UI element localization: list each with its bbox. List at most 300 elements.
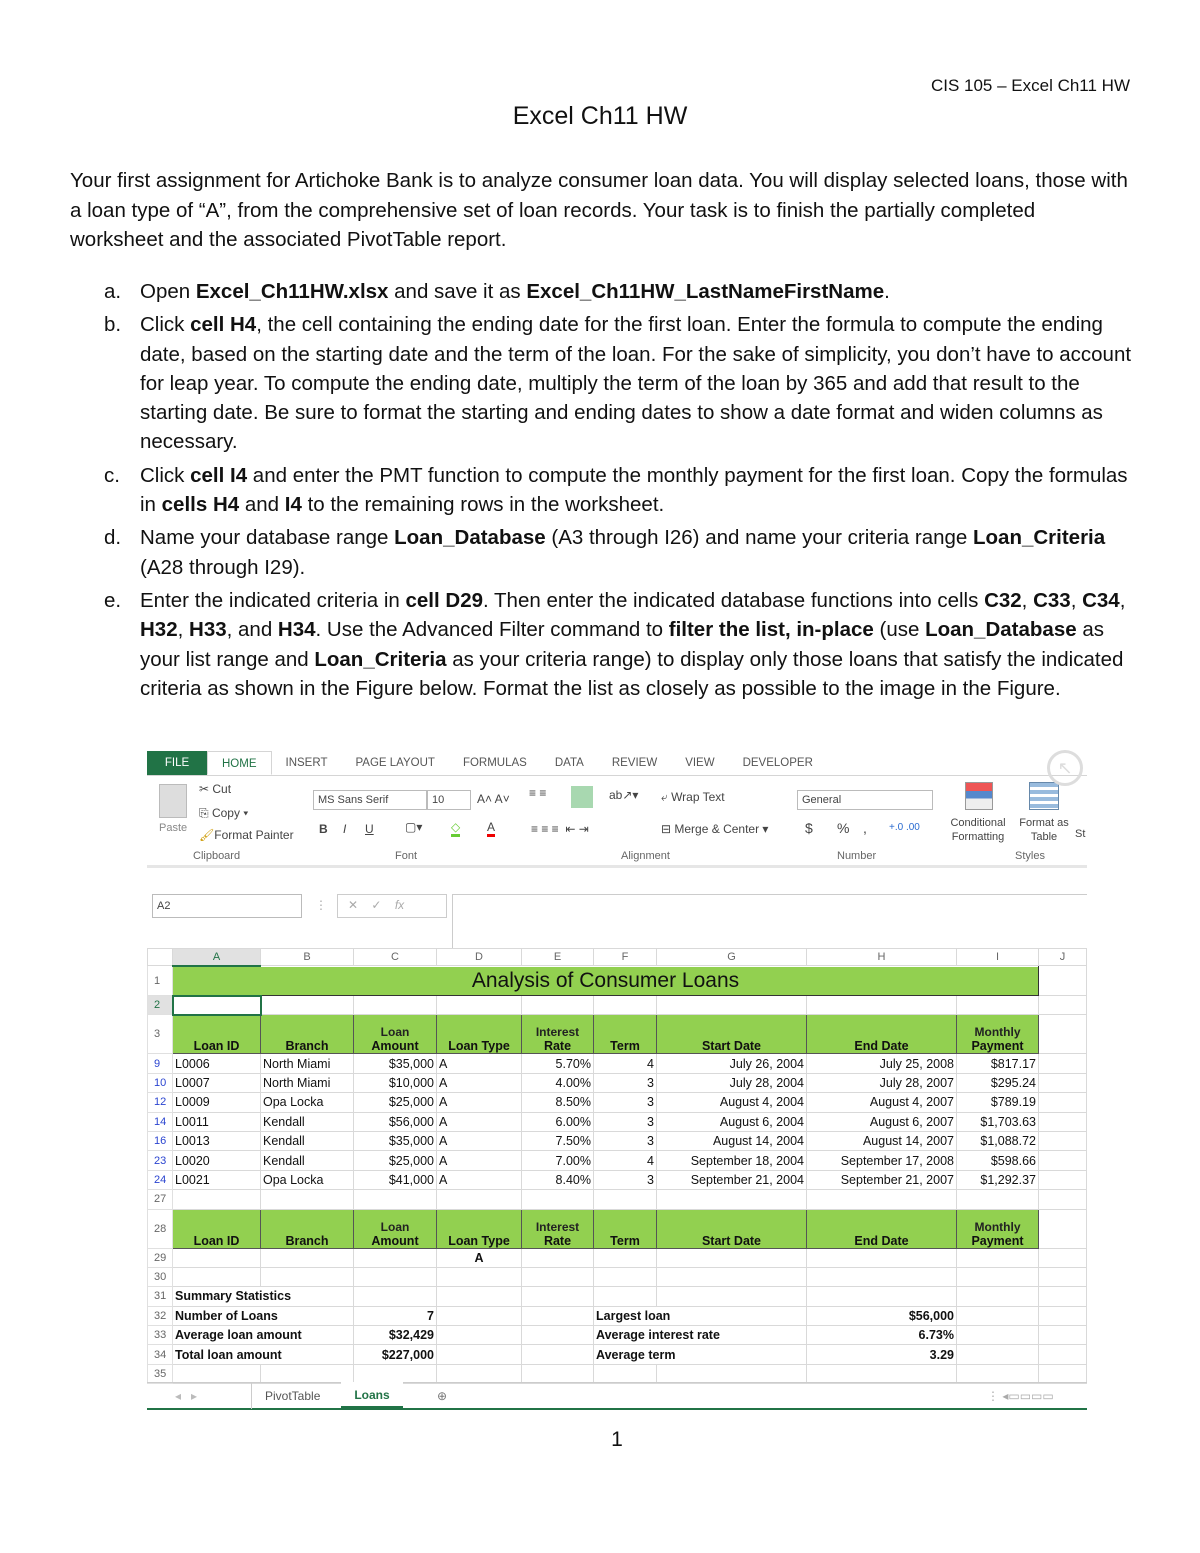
column-title[interactable]: [437, 1015, 522, 1054]
summary-value[interactable]: $32,429: [354, 1326, 437, 1345]
loan-cell[interactable]: 7.50%: [522, 1131, 594, 1150]
paste-button[interactable]: Paste: [159, 822, 188, 834]
cell[interactable]: [437, 1267, 522, 1286]
row-header[interactable]: 24: [148, 1170, 173, 1189]
cell[interactable]: [1039, 1093, 1087, 1112]
horizontal-scrollbar[interactable]: ⋮ ◂▭▭▭▭: [987, 1389, 1054, 1403]
loan-cell[interactable]: L0013: [173, 1131, 261, 1150]
ribbon-tab-review[interactable]: REVIEW: [611, 757, 658, 769]
cell[interactable]: [957, 1326, 1039, 1345]
font-size-select[interactable]: 10: [427, 790, 471, 810]
loan-cell[interactable]: $56,000: [354, 1112, 437, 1131]
text-run: to the remaining rows in the worksheet.: [301, 493, 665, 517]
cell[interactable]: [957, 1364, 1039, 1383]
bold-text: cell I4: [190, 463, 248, 487]
cell[interactable]: [807, 1267, 957, 1286]
cell[interactable]: [807, 1190, 957, 1209]
cell[interactable]: [1039, 1345, 1087, 1364]
column-title[interactable]: [807, 1209, 957, 1248]
row-header[interactable]: 30: [148, 1267, 173, 1286]
cell[interactable]: [261, 996, 354, 1015]
cell[interactable]: [1039, 1170, 1087, 1189]
column-header-D[interactable]: D: [437, 949, 522, 966]
fill-color-icon[interactable]: ◇: [451, 820, 460, 837]
sheet-banner-title[interactable]: Analysis of Consumer Loans: [173, 966, 1039, 996]
row-header[interactable]: 14: [148, 1112, 173, 1131]
cell[interactable]: [1039, 1131, 1087, 1150]
running-header: CIS 105 – Excel Ch11 HW: [930, 76, 1130, 95]
bold-text: C32: [984, 588, 1022, 612]
column-title[interactable]: [957, 1209, 1039, 1248]
select-all-corner[interactable]: [148, 949, 173, 966]
cell[interactable]: [657, 1364, 807, 1383]
loan-cell[interactable]: L0021: [173, 1170, 261, 1189]
cell[interactable]: [261, 1267, 354, 1286]
name-box[interactable]: A2: [152, 894, 302, 918]
font-name-select[interactable]: MS Sans Serif: [313, 790, 427, 810]
criteria-row: [148, 1248, 1087, 1267]
decimal-icons[interactable]: +.0 .00: [889, 822, 920, 833]
header-line-2: End Date: [854, 1233, 909, 1248]
loan-cell[interactable]: July 26, 2004: [657, 1054, 807, 1073]
cell[interactable]: [261, 1190, 354, 1209]
cell[interactable]: [522, 1345, 594, 1364]
cell[interactable]: [657, 996, 807, 1015]
cell[interactable]: [1039, 1015, 1087, 1054]
format-painter-button[interactable]: 🖌Format Painter: [199, 828, 294, 842]
loan-cell[interactable]: August 4, 2004: [657, 1093, 807, 1112]
loan-cell[interactable]: $295.24: [957, 1073, 1039, 1092]
loan-cell[interactable]: Kendall: [261, 1112, 354, 1131]
cell[interactable]: [957, 1306, 1039, 1325]
row-header[interactable]: 12: [148, 1093, 173, 1112]
cell[interactable]: [594, 1287, 657, 1306]
cell[interactable]: [957, 1248, 1039, 1267]
cell[interactable]: [1039, 1151, 1087, 1170]
scissors-icon: ✂: [199, 782, 213, 796]
loan-cell[interactable]: L0006: [173, 1054, 261, 1073]
font-color-icon[interactable]: A: [487, 820, 495, 837]
loan-cell[interactable]: 8.40%: [522, 1170, 594, 1189]
row-header[interactable]: 28: [148, 1209, 173, 1248]
cell[interactable]: [522, 1248, 594, 1267]
loan-cell[interactable]: $1,292.37: [957, 1170, 1039, 1189]
wrap-icon: ⤶: [661, 790, 672, 804]
header-line-1: Loan: [380, 1025, 410, 1040]
cell[interactable]: [354, 1287, 437, 1306]
loan-cell[interactable]: L0007: [173, 1073, 261, 1092]
alignment-group-label: Alignment: [621, 850, 670, 862]
format-as-table-button[interactable]: Format as Table: [1019, 817, 1069, 843]
loan-cell[interactable]: September 17, 2008: [807, 1151, 957, 1170]
grow-font-icon[interactable]: A˄ A˅: [477, 792, 510, 806]
row-header[interactable]: 27: [148, 1190, 173, 1209]
cell[interactable]: [437, 1190, 522, 1209]
fx-icon[interactable]: fx: [394, 898, 405, 912]
cancel-icon[interactable]: ✕: [348, 898, 359, 912]
loan-cell[interactable]: $1,703.63: [957, 1112, 1039, 1131]
cell[interactable]: [173, 1190, 261, 1209]
loan-cell[interactable]: $817.17: [957, 1054, 1039, 1073]
summary-label[interactable]: Total loan amount: [173, 1345, 354, 1364]
column-title[interactable]: [261, 1015, 354, 1054]
loan-cell[interactable]: 3: [594, 1112, 657, 1131]
underline-button[interactable]: U: [365, 822, 374, 836]
cell[interactable]: [1039, 1054, 1087, 1073]
cell[interactable]: [1039, 1073, 1087, 1092]
row-header[interactable]: 31: [148, 1287, 173, 1306]
paste-icon[interactable]: [159, 784, 187, 818]
excel-screenshot: [147, 750, 1087, 1412]
row-header[interactable]: 1: [148, 966, 173, 996]
cell[interactable]: [173, 1364, 261, 1383]
column-header-E[interactable]: E: [522, 949, 594, 966]
header-line-2: Loan ID: [193, 1233, 240, 1248]
summary-row: [148, 1326, 1087, 1345]
column-title[interactable]: [354, 1209, 437, 1248]
cell[interactable]: [354, 1248, 437, 1267]
cell[interactable]: [594, 1267, 657, 1286]
row-header[interactable]: 29: [148, 1248, 173, 1267]
cell[interactable]: [957, 1287, 1039, 1306]
text-run: . Use the Advanced Filter command to: [315, 618, 669, 642]
column-title[interactable]: [657, 1209, 807, 1248]
row-header[interactable]: 35: [148, 1364, 173, 1383]
column-header-G[interactable]: G: [657, 949, 807, 966]
summary-value[interactable]: 6.73%: [807, 1326, 957, 1345]
cell[interactable]: [261, 1248, 354, 1267]
summary-label[interactable]: Average term: [594, 1345, 807, 1364]
cell[interactable]: [1039, 1267, 1087, 1286]
row-header[interactable]: 3: [148, 1015, 173, 1054]
loan-cell[interactable]: August 14, 2007: [807, 1131, 957, 1150]
enter-icon[interactable]: ✓: [371, 898, 382, 912]
text-run: and: [239, 493, 285, 517]
bold-text: Loan_Criteria: [973, 526, 1106, 550]
format-table-icon[interactable]: [1029, 782, 1059, 810]
ribbon-tab-page-layout[interactable]: PAGE LAYOUT: [355, 757, 435, 769]
cell[interactable]: [173, 1248, 261, 1267]
add-sheet-icon[interactable]: ⊕: [437, 1389, 448, 1403]
text-run: (use: [873, 618, 926, 642]
align-left-center-right-icons[interactable]: ≡ ≡ ≡ ⇤ ⇥: [531, 822, 589, 836]
summary-title[interactable]: Summary Statistics: [173, 1287, 354, 1306]
cell[interactable]: [354, 1364, 437, 1383]
cell[interactable]: [522, 996, 594, 1015]
cell[interactable]: [261, 1364, 354, 1383]
row-header[interactable]: 2: [148, 996, 173, 1015]
cell[interactable]: [1039, 1306, 1087, 1325]
cell[interactable]: [807, 1248, 957, 1267]
sheet-scroll-arrows[interactable]: ◂ ▸: [175, 1389, 198, 1403]
cut-button[interactable]: ✂ Cut: [199, 782, 232, 796]
merge-center-button[interactable]: ⊟ Merge & Center ▾: [661, 822, 769, 836]
brush-icon: 🖌: [199, 828, 215, 842]
loan-row: [148, 1112, 1087, 1131]
cell[interactable]: [807, 1364, 957, 1383]
row-header[interactable]: 33: [148, 1326, 173, 1345]
loan-cell[interactable]: July 25, 2008: [807, 1054, 957, 1073]
column-header-F[interactable]: F: [594, 949, 657, 966]
cell[interactable]: [957, 1345, 1039, 1364]
summary-value[interactable]: $227,000: [354, 1345, 437, 1364]
row-header[interactable]: 34: [148, 1345, 173, 1364]
column-title[interactable]: [657, 1015, 807, 1054]
column-header-C[interactable]: C: [354, 949, 437, 966]
loan-cell[interactable]: L0011: [173, 1112, 261, 1131]
cell[interactable]: [1039, 1248, 1087, 1267]
ribbon-tab-developer[interactable]: DEVELOPER: [742, 757, 813, 769]
ribbon-tab-data[interactable]: DATA: [554, 757, 584, 769]
text-run: Enter the indicated criteria in: [140, 588, 406, 612]
loan-cell[interactable]: $35,000: [354, 1054, 437, 1073]
conditional-formatting-button[interactable]: Conditional Formatting: [950, 817, 1006, 843]
smiley-feedback-icon[interactable]: ↖: [1047, 750, 1083, 786]
cell[interactable]: [437, 1364, 522, 1383]
cell[interactable]: [957, 996, 1039, 1015]
cell[interactable]: [594, 996, 657, 1015]
currency-button[interactable]: $: [805, 820, 813, 836]
loan-cell[interactable]: July 28, 2007: [807, 1073, 957, 1092]
cell[interactable]: [594, 1190, 657, 1209]
loan-cell[interactable]: August 6, 2007: [807, 1112, 957, 1131]
summary-title-row: [148, 1287, 1087, 1306]
text-run: Click: [140, 463, 191, 487]
sheet-tabs-bar: [147, 1382, 1087, 1410]
loan-cell[interactable]: 4: [594, 1054, 657, 1073]
header-line-2: Term: [610, 1233, 640, 1248]
cell[interactable]: [437, 1287, 522, 1306]
cell[interactable]: [594, 1364, 657, 1383]
column-header-B[interactable]: B: [261, 949, 354, 966]
step-text: [140, 523, 1135, 582]
cell[interactable]: [1039, 966, 1087, 996]
loan-cell[interactable]: 4: [594, 1151, 657, 1170]
cell[interactable]: [522, 1326, 594, 1345]
cell[interactable]: [437, 1326, 522, 1345]
summary-label[interactable]: Average loan amount: [173, 1326, 354, 1345]
column-title[interactable]: [173, 1209, 261, 1248]
sheet-tab-loans[interactable]: Loans: [341, 1382, 403, 1408]
summary-label[interactable]: Average interest rate: [594, 1326, 807, 1345]
cell-styles-button-cutoff[interactable]: St: [1075, 828, 1086, 840]
cell[interactable]: [1039, 996, 1087, 1015]
loan-cell[interactable]: A: [437, 1131, 522, 1150]
align-top-icon[interactable]: ≡ ≡: [529, 786, 547, 800]
header-line-1: Interest: [535, 1219, 580, 1234]
cell[interactable]: [1039, 1326, 1087, 1345]
column-title[interactable]: [437, 1209, 522, 1248]
row-35: [148, 1364, 1087, 1383]
header-line-1: Monthly: [974, 1025, 1021, 1040]
loan-cell[interactable]: A: [437, 1170, 522, 1189]
loan-cell[interactable]: 8.50%: [522, 1093, 594, 1112]
cell[interactable]: [1039, 1287, 1087, 1306]
cell[interactable]: [354, 996, 437, 1015]
row-header[interactable]: 23: [148, 1151, 173, 1170]
percent-button[interactable]: %: [837, 820, 850, 836]
loan-cell[interactable]: $25,000: [354, 1093, 437, 1112]
cell[interactable]: [173, 1267, 261, 1286]
column-title[interactable]: [522, 1209, 594, 1248]
cell[interactable]: [1039, 1364, 1087, 1383]
header-line-1: Loan: [380, 1219, 410, 1234]
wrap-text-button[interactable]: ⤶ Wrap Text: [661, 790, 725, 804]
cell[interactable]: [354, 1190, 437, 1209]
loan-cell[interactable]: L0009: [173, 1093, 261, 1112]
cell[interactable]: [807, 1287, 957, 1306]
header-line-2: Branch: [285, 1039, 329, 1054]
ribbon-tab-file[interactable]: FILE: [147, 751, 207, 775]
loan-cell[interactable]: $35,000: [354, 1131, 437, 1150]
cell[interactable]: [522, 1306, 594, 1325]
column-title[interactable]: [807, 1015, 957, 1054]
loan-cell[interactable]: Kendall: [261, 1131, 354, 1150]
cell[interactable]: [1039, 1190, 1087, 1209]
row-header[interactable]: 10: [148, 1073, 173, 1092]
cell[interactable]: [657, 1287, 807, 1306]
column-headers: [148, 949, 1087, 966]
column-header-A[interactable]: A: [173, 949, 261, 966]
ribbon-tab-view[interactable]: VIEW: [685, 757, 715, 769]
loan-cell[interactable]: 5.70%: [522, 1054, 594, 1073]
loan-cell[interactable]: $789.19: [957, 1093, 1039, 1112]
summary-value[interactable]: 3.29: [807, 1345, 957, 1364]
cell[interactable]: [522, 1364, 594, 1383]
loan-cell[interactable]: A: [437, 1093, 522, 1112]
loan-cell[interactable]: August 6, 2004: [657, 1112, 807, 1131]
column-title[interactable]: [354, 1015, 437, 1054]
row-1: [148, 966, 1087, 996]
cell[interactable]: [807, 996, 957, 1015]
sheet-tab-pivottable[interactable]: PivotTable: [265, 1389, 321, 1403]
italic-button[interactable]: I: [343, 822, 347, 836]
loan-cell[interactable]: September 21, 2004: [657, 1170, 807, 1189]
loan-cell[interactable]: North Miami: [261, 1054, 354, 1073]
criteria-loan-type[interactable]: A: [437, 1248, 522, 1267]
row-header[interactable]: 16: [148, 1131, 173, 1150]
loan-cell[interactable]: 7.00%: [522, 1151, 594, 1170]
bold-text: Excel_Ch11HW_LastNameFirstName: [526, 280, 885, 303]
cell[interactable]: [522, 1267, 594, 1286]
loan-cell[interactable]: $41,000: [354, 1170, 437, 1189]
loan-cell[interactable]: 3: [594, 1093, 657, 1112]
cell[interactable]: [657, 1248, 807, 1267]
step-text: [140, 277, 1135, 306]
row-header[interactable]: 32: [148, 1306, 173, 1325]
loan-cell[interactable]: $10,000: [354, 1073, 437, 1092]
loan-cell[interactable]: 4.00%: [522, 1073, 594, 1092]
bold-text: I4: [284, 493, 302, 517]
column-header-I[interactable]: I: [957, 949, 1039, 966]
column-header-J[interactable]: J: [1039, 949, 1087, 966]
loan-cell[interactable]: August 4, 2007: [807, 1093, 957, 1112]
loan-cell[interactable]: L0020: [173, 1151, 261, 1170]
column-title[interactable]: [594, 1015, 657, 1054]
text-run: , and: [226, 618, 278, 642]
loan-cell[interactable]: 3: [594, 1073, 657, 1092]
loan-cell[interactable]: 3: [594, 1131, 657, 1150]
row-header[interactable]: 9: [148, 1054, 173, 1073]
font-group-label: Font: [395, 850, 418, 862]
conditional-formatting-icon[interactable]: [965, 782, 993, 810]
column-header-H[interactable]: H: [807, 949, 957, 966]
loan-cell[interactable]: Kendall: [261, 1151, 354, 1170]
column-title[interactable]: [957, 1015, 1039, 1054]
loan-row: [148, 1073, 1087, 1092]
cell[interactable]: [957, 1190, 1039, 1209]
cell[interactable]: [437, 1345, 522, 1364]
loan-cell[interactable]: 6.00%: [522, 1112, 594, 1131]
text-run: ,: [177, 618, 190, 642]
loan-cell[interactable]: A: [437, 1151, 522, 1170]
loan-cell[interactable]: July 28, 2004: [657, 1073, 807, 1092]
bold-text: H34: [277, 618, 316, 642]
cell[interactable]: [657, 1190, 807, 1209]
cell[interactable]: [657, 1267, 807, 1286]
column-title[interactable]: [522, 1015, 594, 1054]
loan-cell[interactable]: A: [437, 1054, 522, 1073]
cell[interactable]: [1039, 1209, 1087, 1248]
cell[interactable]: [354, 1267, 437, 1286]
text-run: as your criteria range) to display only those loans that satisfy the indicated criteria as shown in the Figure below. Format the list as closely as possible to the image in the Figure.: [140, 647, 1124, 700]
loan-cell[interactable]: A: [437, 1073, 522, 1092]
cell[interactable]: [522, 1190, 594, 1209]
cell[interactable]: [437, 1306, 522, 1325]
loan-cell[interactable]: September 18, 2004: [657, 1151, 807, 1170]
column-title[interactable]: [173, 1015, 261, 1054]
comma-button[interactable]: ,: [863, 820, 867, 836]
loan-cell[interactable]: August 14, 2004: [657, 1131, 807, 1150]
align-bottom-icon[interactable]: [571, 786, 593, 808]
cell[interactable]: [437, 996, 522, 1015]
loan-cell[interactable]: A: [437, 1112, 522, 1131]
cell[interactable]: [594, 1248, 657, 1267]
summary-label[interactable]: Largest loan: [594, 1306, 807, 1325]
cell[interactable]: [1039, 1112, 1087, 1131]
orientation-icon[interactable]: ab↗▾: [609, 788, 639, 802]
column-title[interactable]: [261, 1209, 354, 1248]
ribbon-tab-home[interactable]: HOME: [207, 751, 272, 775]
bold-button[interactable]: B: [319, 822, 328, 836]
active-cell-a2[interactable]: [173, 996, 261, 1015]
loan-cell[interactable]: Opa Locka: [261, 1170, 354, 1189]
bold-text: Excel_Ch11HW.xlsx: [195, 280, 389, 303]
ribbon-tab-insert[interactable]: INSERT: [285, 757, 328, 769]
loan-cell[interactable]: $1,088.72: [957, 1131, 1039, 1150]
loan-cell[interactable]: September 21, 2007: [807, 1170, 957, 1189]
loan-cell[interactable]: $598.66: [957, 1151, 1039, 1170]
loan-cell[interactable]: Opa Locka: [261, 1093, 354, 1112]
summary-value[interactable]: $56,000: [807, 1306, 957, 1325]
loan-cell[interactable]: $25,000: [354, 1151, 437, 1170]
header-line-2: Payment: [971, 1233, 1024, 1248]
loan-row: [148, 1151, 1087, 1170]
cell[interactable]: [957, 1267, 1039, 1286]
column-title[interactable]: [594, 1209, 657, 1248]
text-run: ,: [1119, 588, 1126, 612]
loan-cell[interactable]: North Miami: [261, 1073, 354, 1092]
summary-label[interactable]: Number of Loans: [173, 1306, 354, 1325]
loan-cell[interactable]: 3: [594, 1170, 657, 1189]
text-run: ,: [1070, 588, 1083, 612]
borders-icon[interactable]: ▢▾: [405, 820, 423, 834]
summary-value[interactable]: 7: [354, 1306, 437, 1325]
cell[interactable]: [522, 1287, 594, 1306]
copy-button[interactable]: ⎘ Copy ▾: [199, 806, 249, 820]
ribbon-tab-formulas[interactable]: FORMULAS: [462, 757, 527, 769]
number-format-select[interactable]: General: [797, 790, 933, 810]
